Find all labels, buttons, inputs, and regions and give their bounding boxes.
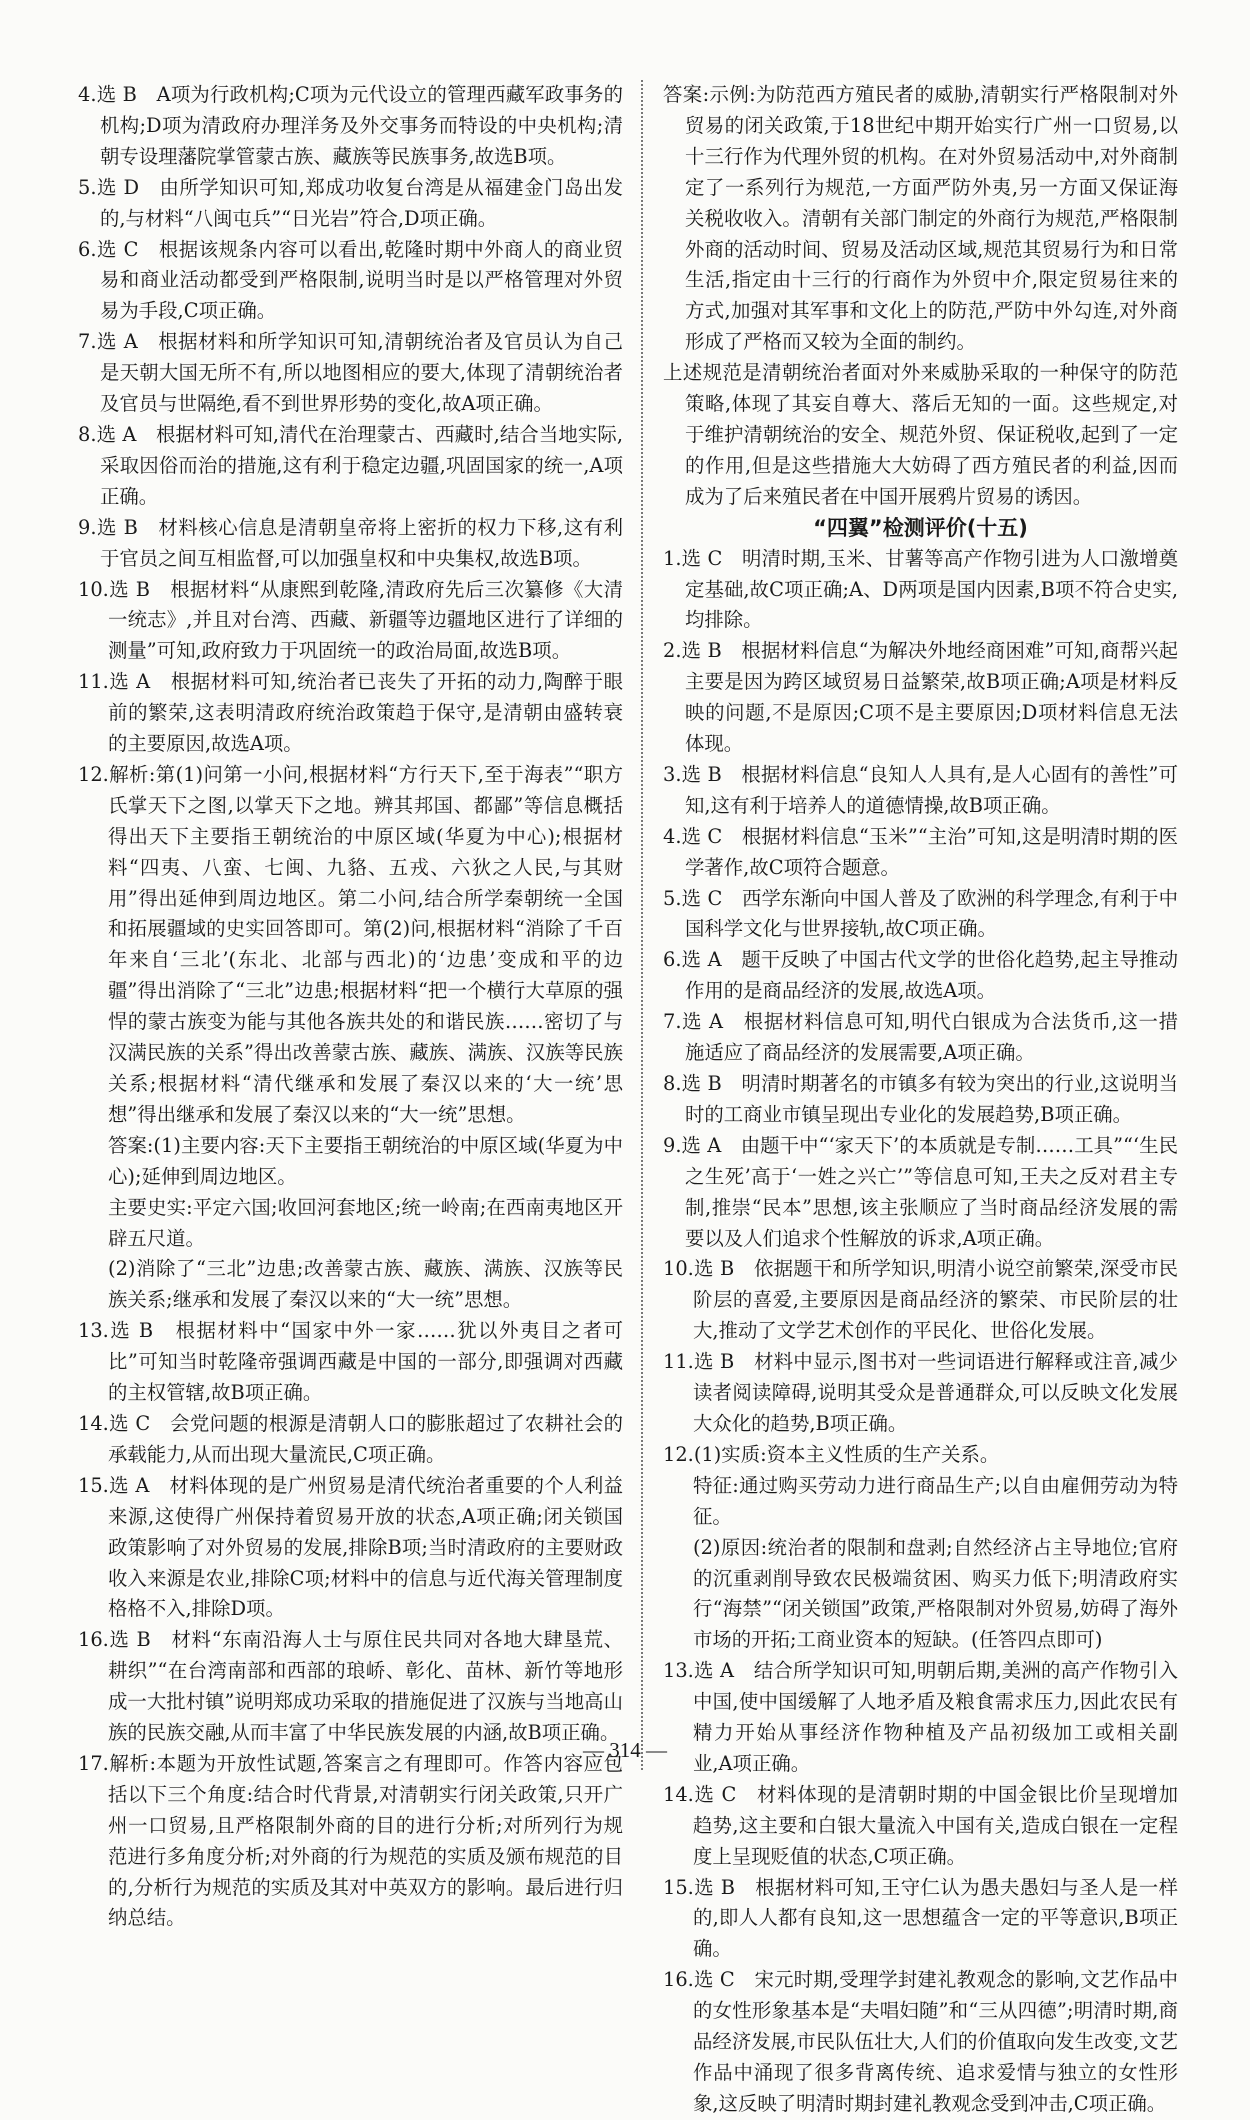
answer-item: 12.(1)实质:资本主义性质的生产关系。 xyxy=(663,1442,1000,1466)
answer-item: 3.选 B 根据材料信息“良知人人具有,是人心固有的善性”可知,这有利于培养人的道德情操,故B项正确。 xyxy=(663,762,1178,817)
answer-item: 8.选 B 明清时期著名的市镇多有较为突出的行业,这说明当时的工商业市镇呈现出专业化的发展趋势,B项正确。 xyxy=(663,1072,1178,1126)
answer-item: (2)原因:统治者的限制和盘剥;自然经济占主导地位;官府的沉重剥削导致农民极端贫困、购买力低下;明清政府实行“海禁”“闭关锁国”政策,严格限制对外贸易,妨碍了海外市场的开拓;工商业资本的短缺。(任答四点即可) xyxy=(693,1535,1178,1652)
answer-item: 7.选 A 根据材料和所学知识可知,清朝统治者及官员认为自己是天朝大国无所不有,所以地图相应的要大,体现了清朝统治者及官员与世隔绝,看不到世界形势的变化,故A项正确。 xyxy=(78,330,623,416)
answer-item: 主要史实:平定六国;收回河套地区;统一岭南;在西南夷地区开辟五尺道。 xyxy=(108,1195,623,1250)
answer-item: 6.选 A 题干反映了中国古代文学的世俗化趋势,起主导推动作用的是商品经济的发展,故选A项。 xyxy=(663,948,1178,1003)
answer-item: 5.选 C 西学东渐向中国人普及了欧洲的科学理念,有利于中国科学文化与世界接轨,故C项正确。 xyxy=(663,886,1178,941)
answer-item: 答案:(1)主要内容:天下主要指王朝统治的中原区域(华夏为中心);延伸到周边地区。 xyxy=(108,1133,623,1188)
answer-item: 11.选 B 材料中显示,图书对一些词语进行解释或注音,减少读者阅读障碍,说明其受众是普通群众,可以反映文化发展大众化的趋势,B项正确。 xyxy=(663,1350,1178,1435)
answer-item: 15.选 A 材料体现的是广州贸易是清代统治者重要的个人利益来源,这使得广州保持着贸易开放的状态,A项正确;闭关锁国政策影响了对外贸易的发展,排除B项;当时清政府的主要财政收入来源是农业,排除C项;材料中的信息与近代海关管理制度格格不入,排除D项。 xyxy=(78,1473,623,1621)
answer-item: 5.选 D 由所学知识可知,郑成功收复台湾是从福建金门岛出发的,与材料“八闽屯兵”“日光岩”符合,D项正确。 xyxy=(78,175,623,230)
answer-item: 15.选 B 根据材料可知,王守仁认为愚夫愚妇与圣人是一样的,即人人都有良知,这一思想蕴含一定的平等意识,B项正确。 xyxy=(663,1875,1178,1961)
answer-item: 14.选 C 材料体现的是清朝时期的中国金银比价呈现增加趋势,这主要和白银大量流入中国有关,造成白银在一定程度上呈现贬值的状态,C项正确。 xyxy=(663,1782,1178,1868)
answer-item: 答案:示例:为防范西方殖民者的威胁,清朝实行严格限制对外贸易的闭关政策,于18世纪中期开始实行广州一口贸易,以十三行作为代理外贸的机构。在对外贸易活动中,对外商制定了一系列行为规范,一方面严防外夷,另一方面又保证海关税收收入。清朝有关部门制定的外商行为规范,严格限制外商的活动时间、贸易及活动区域,规范其贸易行为和日常生活,指定由十三行的行商作为外贸中介,限定贸易往来的方式,加强对其军事和文化上的防范,严防中外勾连,对外商形成了严格而又较为全面的制约。 xyxy=(663,83,1178,354)
answer-block xyxy=(663,80,1178,513)
answer-item: 7.选 A 根据材料信息可知,明代白银成为合法货币,这一措施适应了商品经济的发展需要,A项正确。 xyxy=(663,1010,1178,1065)
answer-item: 8.选 A 根据材料可知,清代在治理蒙古、西藏时,结合当地实际,采取因俗而治的措施,这有利于稳定边疆,巩固国家的统一,A项正确。 xyxy=(78,422,623,508)
answer-item: 9.选 A 由题干中“‘家天下’的本质就是专制……工具”“‘生民之生死’高于‘一姓之兴亡’”等信息可知,王夫之反对君主专制,推崇“民本”思想,该主张顺应了当时商品经济发展的需要以及人们追求个性解放的诉求,A项正确。 xyxy=(663,1133,1178,1250)
answer-item: 10.选 B 依据题干和所学知识,明清小说空前繁荣,深受市民阶层的喜爱,主要原因是商品经济的繁荣、市民阶层的壮大,推动了文学艺术创作的平民化、世俗化发展。 xyxy=(663,1257,1178,1343)
answer-item: 16.选 C 宋元时期,受理学封建礼教观念的影响,文艺作品中的女性形象基本是“夫唱妇随”和“三从四德”;明清时期,商品经济发展,市民队伍壮大,人们的价值取向发生改变,文艺作品中涌现了很多背离传统、追求爱情与独立的女性形象,这反映了明清时期封建礼教观念受到冲击,C项正确。 xyxy=(663,1968,1178,2115)
answer-item: 16.选 B 材料“东南沿海人士与原住民共同对各地大肆垦荒、耕织”“在台湾南部和西部的琅峤、彰化、苗林、新竹等地形成一大批村镇”说明郑成功采取的措施促进了汉族与当地高山族的民族交融,从而丰富了中华民族发展的内涵,故B项正确。 xyxy=(78,1628,623,1745)
answer-item: 12.解析:第(1)问第一小问,根据材料“方行天下,至于海表”“职方氏掌天下之图,以掌天下之地。辨其邦国、都鄙”等信息概括得出天下主要指王朝统治的中原区域(华夏为中心);根据材料“四夷、八蛮、七闽、九貉、五戎、六狄之人民,与其财用”得出延伸到周边地区。第二小问,结合所学秦朝统一全国和拓展疆域的史实回答即可。第(2)问,根据材料“消除了千百年来自‘三北’(东北、北部与西北)的‘边患’变成和平的边疆”得出消除了“三北”边患;根据材料“把一个横行大草原的强悍的蒙古族变为能与其他各族共处的和谐民族……密切了与汉满民族的关系”得出改善蒙古族、藏族、满族、汉族等民族关系;根据材料“清代继承和发展了秦汉以来的‘大一统’思想”得出继承和发展了秦汉以来的“大一统”思想。 xyxy=(78,762,623,1126)
section-heading: “四翼”检测评价(十五) xyxy=(813,515,1028,540)
answer-item: 13.选 B 根据材料中“国家中外一家……犹以外夷目之者可比”可知当时乾隆帝强调西藏是中国的一部分,即强调对西藏的主权管辖,故B项正确。 xyxy=(78,1319,623,1405)
page-number: — 314 — xyxy=(583,1738,667,1762)
answer-item: (2)消除了“三北”边患;改善蒙古族、藏族、满族、汉族等民族关系;继承和发展了秦汉以来的“大一统”思想。 xyxy=(108,1257,623,1312)
answer-item: 2.选 B 根据材料信息“为解决外地经商困难”可知,商帮兴起主要是因为跨区域贸易日益繁荣,故B项正确;A项是材料反映的问题,不是原因;C项不是主要原因;D项材料信息无法体现。 xyxy=(663,639,1178,756)
answer-item: 6.选 C 根据该规条内容可以看出,乾隆时期中外商人的商业贸易和商业活动都受到严格限制,说明当时是以严格管理对外贸易为手段,C项正确。 xyxy=(78,237,623,323)
answer-item: 11.选 A 根据材料可知,统治者已丧失了开拓的动力,陶醉于眼前的繁荣,这表明清政府统治政策趋于保守,是清朝由盛转衰的主要原因,故选A项。 xyxy=(78,670,623,756)
right-column xyxy=(663,80,1178,2120)
answer-item: 9.选 B 材料核心信息是清朝皇帝将上密折的权力下移,这有利于官员之间互相监督,可以加强皇权和中央集权,故选B项。 xyxy=(78,515,623,570)
column-divider xyxy=(641,80,643,1770)
answer-item: 10.选 B 根据材料“从康熙到乾隆,清政府先后三次纂修《大清一统志》,并且对台湾、西藏、新疆等边疆地区进行了详细的测量”可知,政府致力于巩固统一的政治局面,故选B项。 xyxy=(78,577,623,663)
answer-item: 特征:通过购买劳动力进行商品生产;以自由雇佣劳动为特征。 xyxy=(693,1473,1178,1528)
answer-list xyxy=(663,544,1178,2120)
answer-item: 13.选 A 结合所学知识可知,明朝后期,美洲的高产作物引入中国,使中国缓解了人地矛盾及粮食需求压力,因此农民有精力开始从事经济作物种植及产品初级加工或相关副业,A项正确。 xyxy=(663,1659,1178,1775)
answer-item: 1.选 C 明清时期,玉米、甘薯等高产作物引进为人口激增奠定基础,故C项正确;A、D两项是国内因素,B项不符合史实,均排除。 xyxy=(663,546,1178,632)
answer-item: 17.解析:本题为开放性试题,答案言之有理即可。作答内容应包括以下三个角度:结合时代背景,对清朝实行闭关政策,只开广州一口贸易,且严格限制外商的目的进行分析;对所列行为规范进行多角度分析;对外商的行为规范的实质及颁布规范的目的,分析行为规范的实质及其对中英双方的影响。最后进行归纳总结。 xyxy=(78,1751,623,1930)
answer-item: 14.选 C 会党问题的根源是清朝人口的膨胀超过了农耕社会的承载能力,从而出现大量流民,C项正确。 xyxy=(78,1411,623,1466)
answer-item: 上述规范是清朝统治者面对外来威胁采取的一种保守的防范策略,体现了其妄自尊大、落后无知的一面。这些规定,对于维护清朝统治的安全、规范外贸、保证税收,起到了一定的作用,但是这些措施大大妨碍了西方殖民者的利益,因而成为了后来殖民者在中国开展鸦片贸易的诱因。 xyxy=(663,361,1178,508)
left-column xyxy=(78,80,623,1934)
answer-item: 4.选 C 根据材料信息“玉米”“主治”可知,这是明清时期的医学著作,故C项符合题意。 xyxy=(663,824,1178,879)
answer-item: 4.选 B A项为行政机构;C项为元代设立的管理西藏军政事务的机构;D项为清政府办理洋务及外交事务而特设的中央机构;清朝专设理藩院掌管蒙古族、藏族等民族事务,故选B项。 xyxy=(78,83,623,168)
